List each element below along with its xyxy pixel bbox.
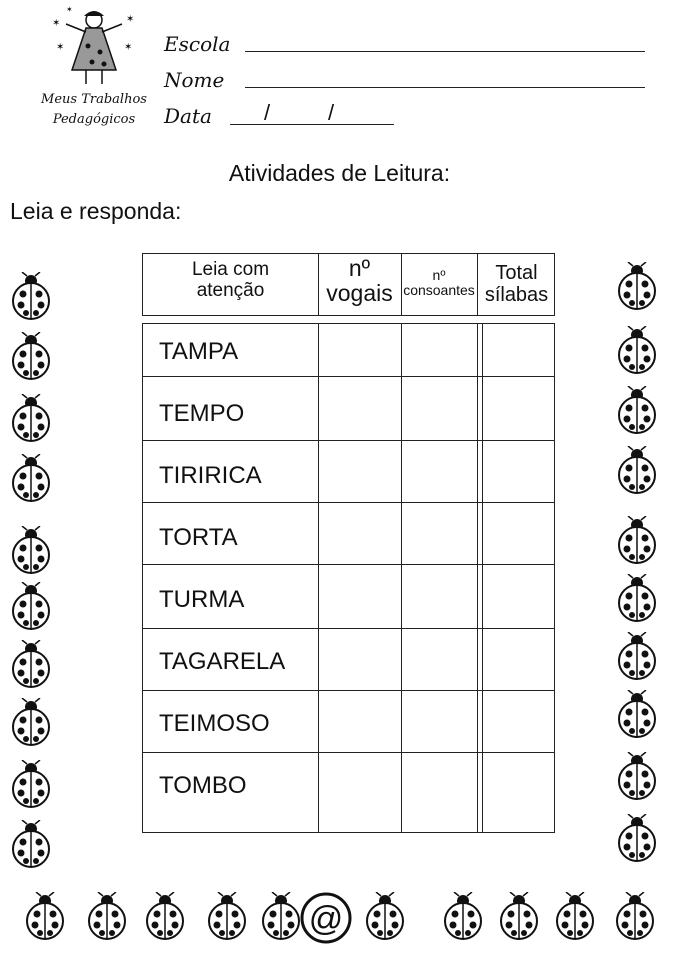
table-row-word: TEMPO (159, 400, 245, 427)
table-row-word: TIRIRICA (159, 462, 262, 489)
name-label: Nome (164, 68, 225, 92)
ladybug-icon (612, 690, 662, 740)
logo (26, 6, 162, 130)
table-header (142, 253, 555, 316)
svg-text:✶: ✶ (56, 42, 65, 53)
ladybug-icon (6, 698, 56, 748)
logo-line1: Meus Trabalhos (41, 92, 147, 107)
table-row-word: TURMA (159, 586, 245, 613)
instruction: Leia e responda: (10, 198, 182, 224)
header-vowels: nº vogais (326, 255, 393, 307)
ladybug-icon (140, 892, 190, 942)
ladybug-icon (6, 760, 56, 810)
ladybug-icon (20, 892, 70, 942)
girl-drawing-icon (46, 6, 142, 88)
svg-text:✶: ✶ (52, 18, 61, 29)
ladybug-icon (550, 892, 600, 942)
ladybug-icon (612, 814, 662, 864)
date-line[interactable] (230, 124, 394, 125)
ladybug-icon (612, 632, 662, 682)
svg-text:✶: ✶ (66, 6, 73, 14)
svg-text:@: @ (308, 900, 344, 938)
at-sign-icon (298, 890, 354, 946)
ladybug-icon (6, 582, 56, 632)
ladybug-icon (82, 892, 132, 942)
ladybug-icon (6, 272, 56, 322)
header-consonants: nº consoantes (403, 267, 475, 299)
ladybug-icon (202, 892, 252, 942)
ladybug-icon (610, 892, 660, 942)
school-label: Escola (164, 32, 231, 56)
table-row-word: TAGARELA (159, 648, 286, 675)
table-row-word: TAMPA (159, 338, 239, 365)
svg-text:✶: ✶ (126, 14, 135, 25)
table-row-word: TORTA (159, 524, 238, 551)
ladybug-icon (6, 526, 56, 576)
ladybug-icon (612, 752, 662, 802)
ladybug-icon (494, 892, 544, 942)
ladybug-icon (612, 326, 662, 376)
svg-text:✶: ✶ (124, 42, 133, 53)
ladybug-icon (6, 820, 56, 870)
ladybug-icon (6, 394, 56, 444)
date-separator-2: / (328, 100, 335, 125)
date-label: Data (164, 104, 212, 128)
name-line[interactable] (245, 87, 645, 88)
ladybug-icon (6, 332, 56, 382)
logo-line2: Pedagógicos (52, 112, 136, 127)
ladybug-icon (612, 386, 662, 436)
word-table (142, 323, 555, 833)
header-read-carefully: Leia com atenção (191, 259, 270, 301)
ladybug-icon (612, 262, 662, 312)
ladybug-icon (612, 516, 662, 566)
ladybug-icon (612, 446, 662, 496)
header-syllables: Total sílabas (484, 262, 549, 306)
ladybug-icon (360, 892, 410, 942)
ladybug-icon (6, 454, 56, 504)
ladybug-icon (6, 640, 56, 690)
ladybug-icon (438, 892, 488, 942)
ladybug-icon (612, 574, 662, 624)
table-row-word: TEIMOSO (159, 710, 270, 737)
school-line[interactable] (245, 51, 645, 52)
page-title: Atividades de Leitura: (228, 160, 451, 186)
table-row-word: TOMBO (159, 772, 247, 799)
date-separator-1: / (264, 100, 271, 125)
